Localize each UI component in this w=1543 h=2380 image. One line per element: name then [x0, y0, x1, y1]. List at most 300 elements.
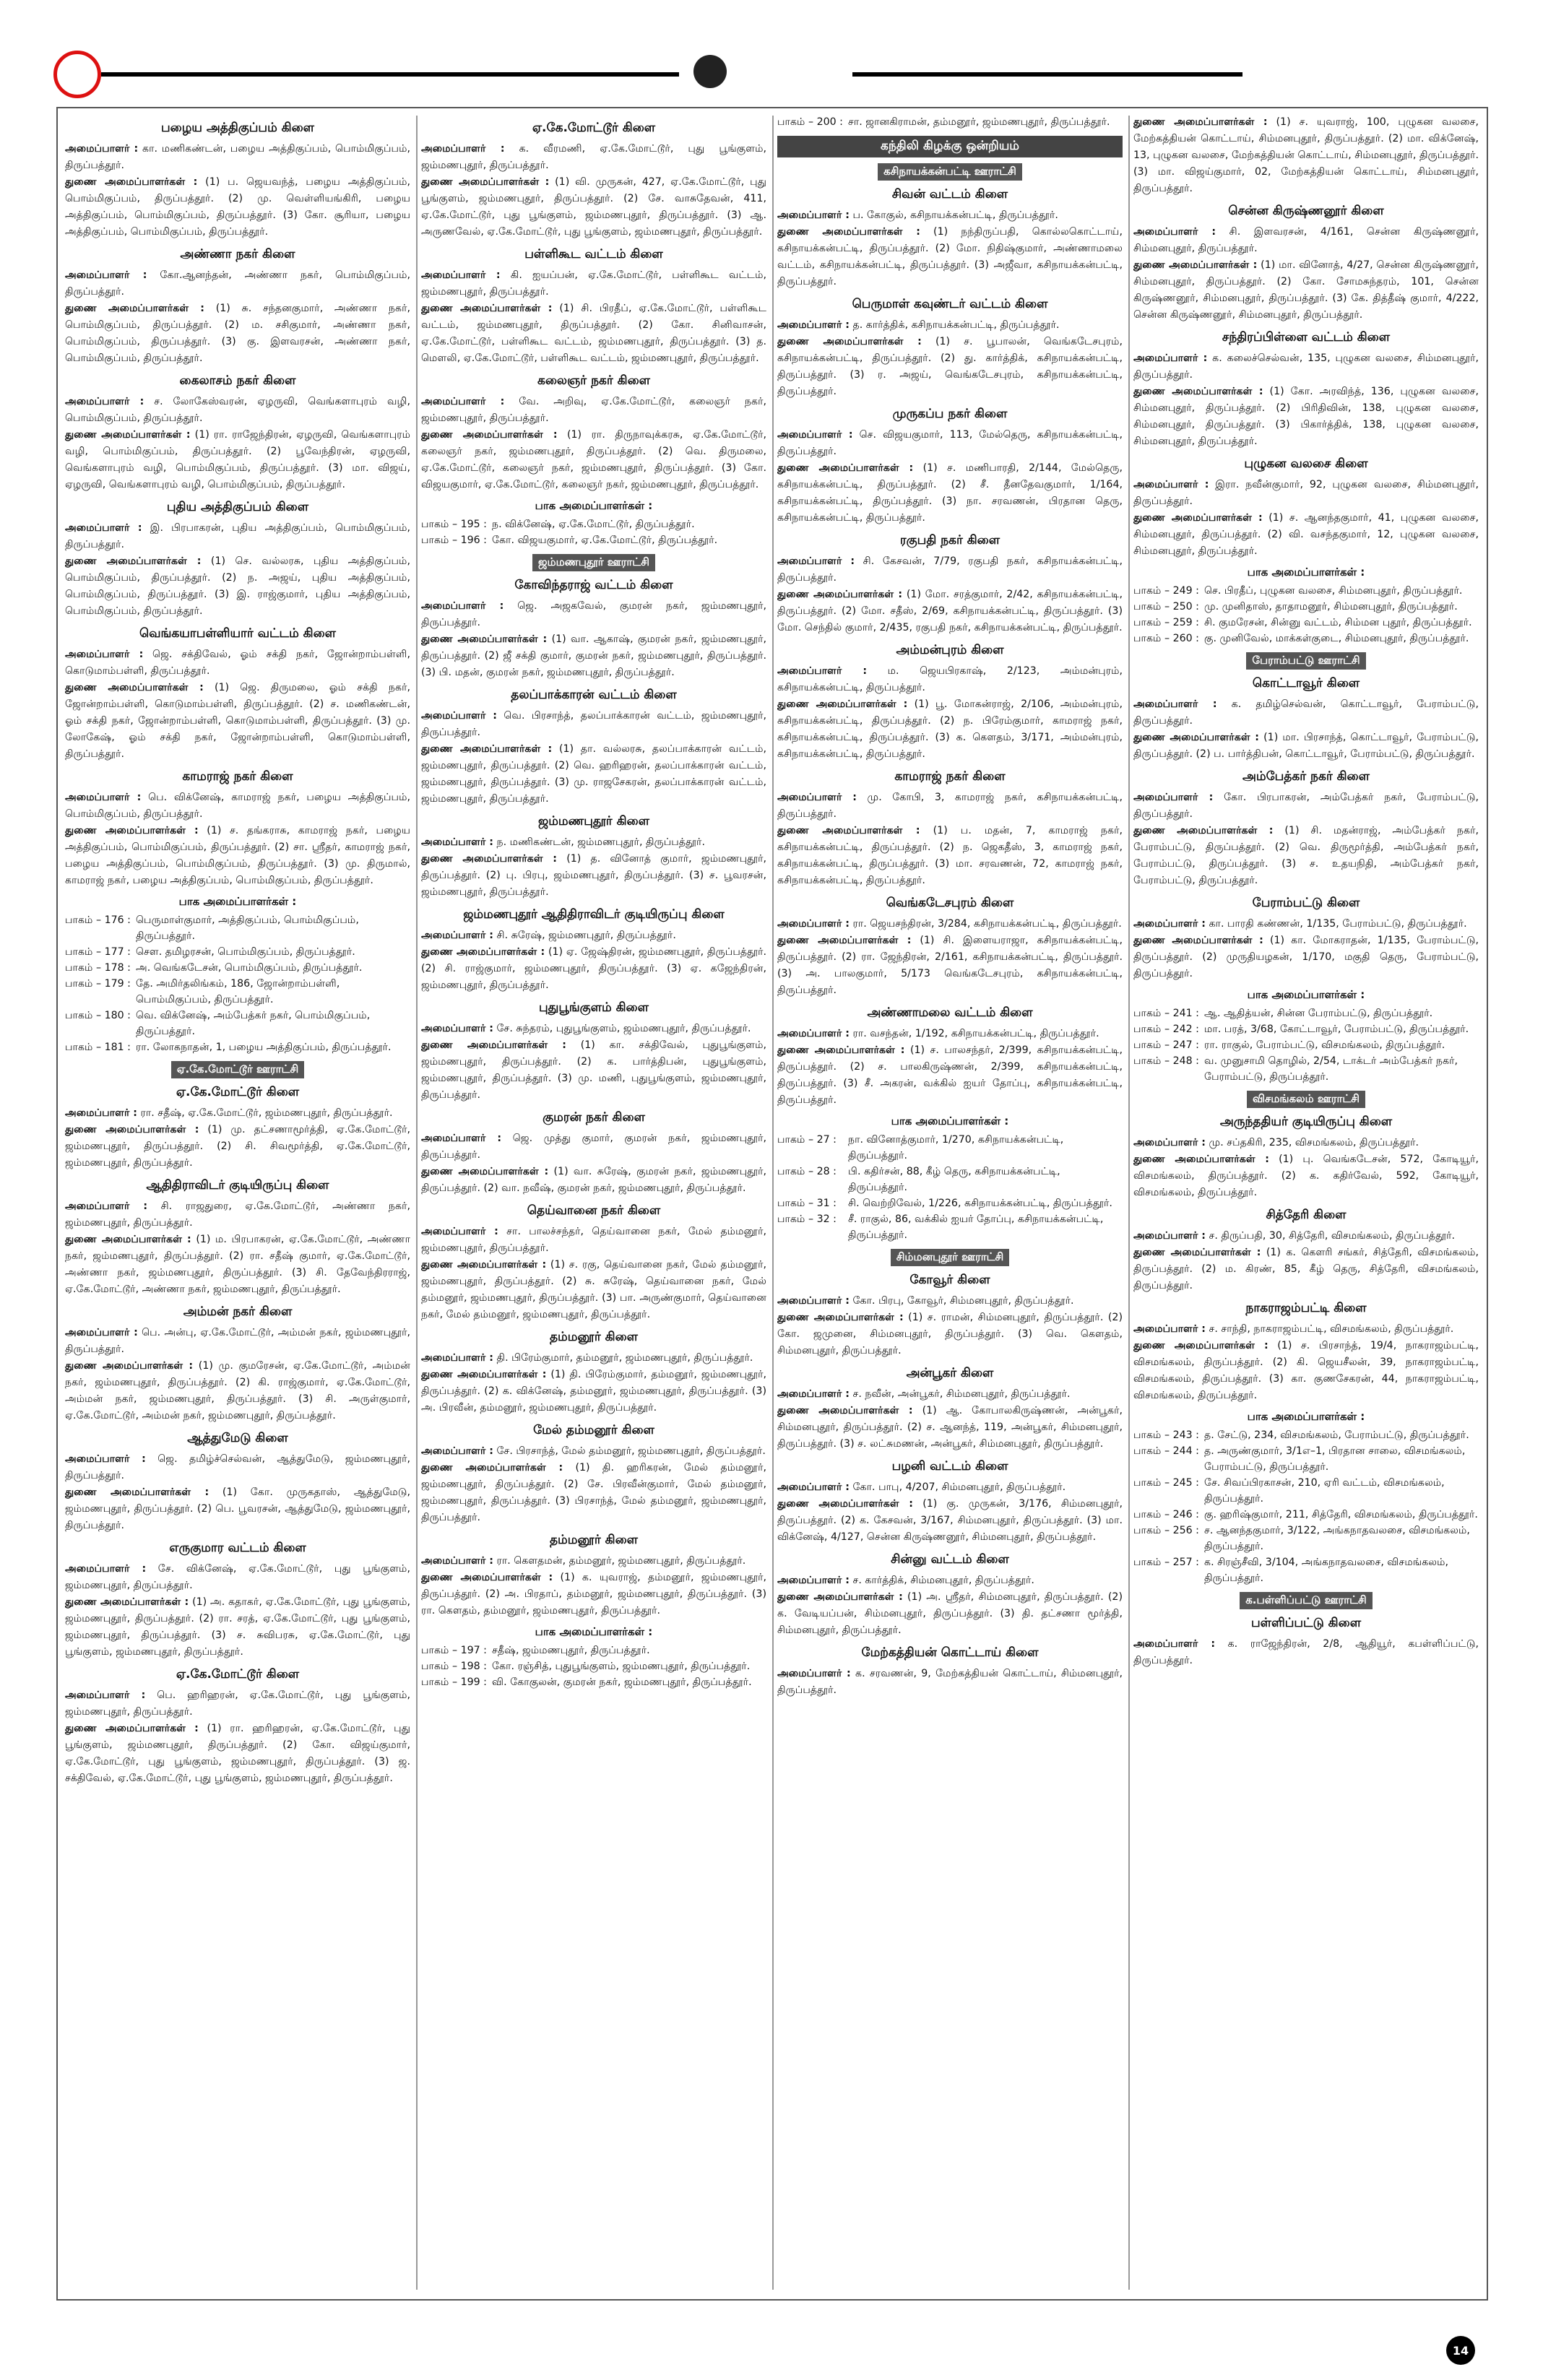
- deputies-value: (1) பூ. மோகன்ராஜ், 2/106, அம்மன்புரம், கசிநாயக்கன்பட்டி, திருப்பத்தூர். (2) ந. பிரேம்குமார், காமராஜ் நகர், கசிநாயக்கன்பட்டி, திருப்பத்தூர். (3) க. கௌதம், 3/171, அம்மன்புரம், கசிநாயக்கன்பட்டி, திருப்பத்தூர்.: [777, 698, 1123, 760]
- deputies-label: துணை அமைப்பாளர்கள் :: [65, 1124, 199, 1135]
- part-organizer: செள. தமிழரசன், பொம்மிகுப்பம், திருப்பத்தூர்.: [136, 946, 355, 958]
- deputies-value: (1) மா. வினோத், 4/27, சென்ன கிருஷ்ணனூர், சிம்மனபுதூர், திருப்பத்தூர். (2) கோ. சோமசுந்தரம், 101, சென்ன கிருஷ்ணனூர், சிம்மனபுதூர், திருப்பத்தூர். (3) கே. தித்தீஷ் குமார், 4/222, சென்ன கிருஷ்ணனூர், சிம்மனபுதூர், திருப்பத்தூர்.: [1133, 259, 1479, 321]
- part-number: பாகம் – 28 :: [777, 1166, 837, 1177]
- secretary-line: [65, 1325, 410, 1358]
- secretary-value: மு. கோபி, 3, காமராஜ் நகர், கசிநாயக்கன்பட்டி, திருப்பத்தூர்.: [777, 792, 1123, 820]
- column-divider: [416, 116, 418, 2290]
- part-organizer: சா. ஜானகிராமன், தம்மனூர், ஜம்மணபுதூர், திருப்பத்தூர்.: [848, 116, 1110, 128]
- secretary-label: அமைப்பாளர் :: [1133, 479, 1209, 490]
- secretary-label: அமைப்பாளர் :: [421, 269, 501, 281]
- union-heading: கந்திலி கிழக்கு ஒன்றியம்: [777, 136, 1123, 157]
- secretary-label: அமைப்பாளர் :: [1133, 698, 1217, 710]
- secretary-line: [777, 1666, 1123, 1699]
- part-row: [1133, 1005, 1479, 1021]
- secretary-label: அமைப்பாளர் :: [1133, 918, 1206, 930]
- branch-entry: [777, 136, 1123, 157]
- secretary-value: சே. விக்னேஷ், ஏ.கே.மோட்டூர், புது பூங்குளம், ஜம்மணபுதூர், திருப்பத்தூர்.: [65, 1563, 410, 1591]
- branch-entry: [777, 769, 1123, 889]
- branch-entry: [421, 1000, 766, 1104]
- branch-entry: [65, 626, 410, 763]
- part-organizer: செ. பிரதீப், புழுகன வலசை, சிம்மனபுதூர், திருப்பத்தூர்.: [1204, 585, 1463, 597]
- part-row: [1133, 615, 1479, 631]
- deputies-label: துணை அமைப்பாளர்கள் :: [777, 935, 912, 946]
- secretary-value: பெ. விக்னேஷ், காமராஜ் நகர், பழைய அத்திகுப்பம், பொம்மிகுப்பம், திருப்பத்தூர்.: [65, 792, 410, 820]
- part-organizer: சே. சிவப்பிரகாசன், 210, ஏரி வட்டம், விசமங்கலம், திருப்பத்தூர்.: [1204, 1477, 1445, 1505]
- deputies-line: [777, 1403, 1123, 1453]
- branch-entry: [777, 533, 1123, 636]
- secretary-line: [421, 1130, 766, 1164]
- part-row: [421, 1674, 766, 1690]
- deputies-line: [421, 300, 766, 367]
- secretary-value: ச. நவீன், அன்பூகர், சிம்மனபுதூர், திருப்பத்தூர்.: [852, 1388, 1071, 1400]
- secretary-line: [777, 1479, 1123, 1496]
- branch-entry: [1133, 1592, 1479, 1609]
- branch-title: கோவூர் கிளை: [909, 1273, 990, 1287]
- branch-title: பேராம்பட்டு கிளை: [1252, 896, 1360, 910]
- column-1: [65, 114, 410, 2295]
- deputies-line: [65, 823, 410, 889]
- secretary-line: [777, 553, 1123, 587]
- secretary-line: [65, 1105, 410, 1122]
- deputies-value: (1) மு. குமரேசன், ஏ.கே.மோட்டூர், அம்மன் நகர், ஜம்மணபுதூர், திருப்பத்தூர். (2) கி. ராஜ்குமார், ஏ.கே.மோட்டூர், அம்மன் நகர், ஜம்மணபுதூர், திருப்பத்தூர். (3) சி. அருள்குமார், ஏ.கே.மோட்டூர், அம்மன் நகர், ஜம்மணபுதூர், திருப்பத்தூர்.: [65, 1360, 410, 1421]
- secretary-line: [777, 207, 1123, 224]
- deputies-line: [1133, 1151, 1479, 1201]
- secretary-line: [1133, 789, 1479, 823]
- part-organizer: மா. பரத், 3/68, கோட்டாவூர், பேராம்பட்டு, திருப்பத்தூர்.: [1204, 1024, 1469, 1035]
- branch-title: தலப்பாக்காரன் வட்டம் கிளை: [511, 688, 677, 702]
- deputies-line: [1133, 384, 1479, 450]
- branch-title: சென்ன கிருஷ்ணனூர் கிளை: [1228, 204, 1384, 218]
- branch-entry: [421, 688, 766, 808]
- part-number: பாகம் – 181 :: [65, 1042, 131, 1053]
- branch-title: ஜம்மணபுதூர் கிளை: [538, 814, 649, 828]
- part-organizer: மு. முனிதாஸ், தாதாமனூர், சிம்மனபுதூர், திருப்பத்தூர்.: [1204, 601, 1458, 613]
- part-organizers-heading: பாக அமைப்பாளர்கள் :: [1247, 566, 1365, 579]
- secretary-line: [1133, 1228, 1479, 1245]
- branch-title: சிவன் வட்டம் கிளை: [891, 187, 1008, 202]
- deputies-value: (1) கு. முருகன், 3/176, சிம்மனபுதூர், திருப்பத்தூர். (2) க. கேசவன், 3/167, சிம்மனபுதூர், திருப்பத்தூர். (3) மா. விக்னேஷ், 4/127, சென்ன கிருஷ்ணனூர், சிம்மனபுதூர், திருப்பத்தூர்.: [777, 1498, 1123, 1543]
- branch-entry: [421, 814, 766, 901]
- secretary-value: க. ராஜேந்திரன், 2/8, ஆதியூர், கபள்ளிப்பட்டு, திருப்பத்தூர்.: [1133, 1638, 1479, 1666]
- branch-entry: [421, 578, 766, 681]
- deputies-value: (1) ச. யுவராஜ், 100, புழுகன வலசை, மேற்கத்தியன் கொட்டாய், சிம்மனபுதூர், திருப்பத்தூர். (2) மா. விக்னேஷ், 13, புழுகன வலசை, மேற்கத்தியன் கொட்டாய், சிம்மனபுதூர், திருப்பத்தூர். (3) மா. விஜய்குமார், 02, மேற்கத்தியன் கொட்டாய், சிம்மனபுதூர், திருப்பத்தூர்.: [1133, 116, 1479, 194]
- secretary-line: [777, 663, 1123, 696]
- secretary-value: கோ.ஆனந்தன், அண்ணா நகர், பொம்மிகுப்பம், திருப்பத்தூர்.: [65, 269, 410, 298]
- deputies-label: துணை அமைப்பாளர்கள் :: [65, 1487, 209, 1498]
- deputies-line: [421, 1460, 766, 1526]
- part-organizer: ஆ. ஆதித்யன், சின்ன பேராம்பட்டு, திருப்பத்தூர்.: [1204, 1008, 1433, 1019]
- branch-entry: [1133, 1115, 1479, 1201]
- secretary-label: அமைப்பாளர் :: [65, 396, 144, 407]
- branch-entry: [421, 499, 766, 548]
- secretary-label: அமைப்பாளர் :: [1133, 1323, 1206, 1335]
- branch-title: ஏ.கே.மோட்டூர் கிளை: [176, 1085, 300, 1099]
- deputies-line: [1133, 114, 1479, 197]
- part-organizer: கு. முனிவேல், மாக்கள்குடை, சிம்மனபுதூர், திருப்பத்தூர்.: [1204, 633, 1469, 644]
- secretary-label: அமைப்பாளர் :: [65, 143, 139, 155]
- deputies-line: [777, 1589, 1123, 1639]
- secretary-label: அமைப்பாளர் :: [65, 1327, 138, 1338]
- part-organizer: வ. முனுசாமி தொழில், 2/54, டாக்டர் அம்பேத்கர் நகர், பேராம்பட்டு, திருப்பத்தூர்.: [1204, 1055, 1458, 1083]
- secretary-value: க. தமிழ்செல்வன், கொட்டாவூர், பேராம்பட்டு, திருப்பத்தூர்.: [1133, 698, 1479, 727]
- part-row: [1133, 583, 1479, 599]
- branch-title: அன்பூகர் கிளை: [906, 1366, 994, 1380]
- branch-title: தம்மனூர் கிளை: [549, 1330, 638, 1344]
- part-row: [1133, 631, 1479, 646]
- branch-title: முருகப்ப நகர் கிளை: [892, 407, 1008, 421]
- secretary-label: அமைப்பாளர் :: [777, 1575, 850, 1586]
- column-2: [421, 114, 766, 2295]
- secretary-value: சி. ராஜதுரை, ஏ.கே.மோட்டூர், அண்ணா நகர், ஜம்மணபுதூர், திருப்பத்தூர்.: [65, 1200, 410, 1229]
- deputies-label: துணை அமைப்பாளர்கள் :: [1133, 935, 1263, 946]
- deputies-label: துணை அமைப்பாளர்கள் :: [65, 429, 191, 441]
- secretary-value: ரா. கௌதமன், தம்மனூர், ஜம்மணபுதூர், திருப்பத்தூர்.: [496, 1555, 746, 1567]
- branch-title: புதிய அத்திகுப்பம் கிளை: [166, 500, 309, 514]
- branch-title: ஏ.கே.மோட்டூர் கிளை: [532, 121, 656, 135]
- deputies-label: துணை அமைப்பாளர்கள் :: [65, 682, 204, 693]
- secretary-label: அமைப்பாளர் :: [65, 269, 147, 281]
- part-row: [777, 1195, 1123, 1211]
- secretary-label: அமைப்பாளர் :: [421, 710, 497, 722]
- branch-entry: [1133, 566, 1479, 646]
- deputies-value: (1) ம. பிரபாகரன், ஏ.கே.மோட்டூர், அண்ணா நகர், ஜம்மணபுதூர், திருப்பத்தூர். (2) ரா. சதீஷ் குமார், ஏ.கே.மோட்டூர், அண்ணா நகர், ஜம்மணபுதூர், திருப்பத்தூர். (3) சி. தேவேந்திரராஜ், ஏ.கே.மோட்டூர், அண்ணா நகர், ஜம்மணபுதூர், திருப்பத்தூர்.: [65, 1234, 410, 1295]
- secretary-label: அமைப்பாளர் :: [65, 522, 142, 534]
- deputies-label: துணை அமைப்பாளர்கள் :: [421, 303, 553, 314]
- part-row: [421, 532, 766, 548]
- deputies-line: [421, 1037, 766, 1104]
- branch-entry: [777, 187, 1123, 290]
- secretary-value: கோ. பிரபாகரன், அம்பேத்கர் நகர், பேராம்பட்டு, திருப்பத்தூர்.: [1133, 792, 1479, 820]
- deputies-value: (1) க. கௌரி சங்கர், சித்தேரி, விசமங்கலம், திருப்பத்தூர். (2) ம. கிரண், 85, கீழ் தெரு, சித்தேரி, விசமங்கலம், திருப்பத்தூர்.: [1133, 1247, 1479, 1291]
- deputies-label: துணை அமைப்பாளர்கள் :: [421, 1572, 553, 1583]
- deputies-line: [421, 1257, 766, 1323]
- deputies-value: (1) கா. சக்திவேல், புதுபூங்குளம், ஜம்மணபுதூர், திருப்பத்தூர். (2) க. பார்த்திபன், புதுபூங்குளம், ஜம்மணபுதூர், திருப்பத்தூர். (3) மு. மணி, புதுபூங்குளம், ஜம்மணபுதூர், திருப்பத்தூர்.: [421, 1039, 766, 1101]
- branch-entry: [1133, 204, 1479, 324]
- branch-title: பழனி வட்டம் கிளை: [891, 1459, 1008, 1474]
- branch-title: ஏ.கே.மோட்டூர் கிளை: [176, 1667, 300, 1682]
- secretary-label: அமைப்பாளர் :: [777, 209, 850, 221]
- deputies-label: துணை அமைப்பாளர்கள் :: [1133, 1247, 1261, 1258]
- deputies-value: (1) தா. வல்லரசு, தலப்பாக்காரன் வட்டம், ஜம்மணபுதூர், திருப்பத்தூர். (2) வெ. ஹரிஹரன், தலப்பாக்காரன் வட்டம், ஜம்மணபுதூர், திருப்பத்தூர். (3) மு. ராஜசேகரன், தலப்பாக்காரன் வட்டம், ஜம்மணபுதூர், திருப்பத்தூர்.: [421, 743, 766, 805]
- deputies-label: துணை அமைப்பாளர்கள் :: [1133, 116, 1268, 128]
- secretary-value: சா. பாலச்சந்தர், தெய்வானை நகர், மேல் தம்மனூர், ஜம்மணபுதூர், திருப்பத்தூர்.: [421, 1226, 766, 1254]
- branch-title: சித்தேரி கிளை: [1266, 1208, 1347, 1222]
- part-number: பாகம் – 246 :: [1133, 1509, 1199, 1520]
- part-row: [421, 1643, 766, 1658]
- deputies-value: (1) மு. தட்சணாமூர்த்தி, ஏ.கே.மோட்டூர், ஜம்மணபுதூர், திருப்பத்தூர். (2) சி. சிவமூர்த்தி, ஏ.கே.மோட்டூர், ஜம்மணபுதூர், திருப்பத்தூர்.: [65, 1124, 410, 1169]
- secretary-line: [65, 520, 410, 553]
- part-number: பாகம் – 31 :: [777, 1198, 837, 1209]
- secretary-line: [421, 708, 766, 741]
- deputies-line: [421, 1367, 766, 1416]
- branch-entry: [421, 1330, 766, 1416]
- deputies-value: (1) ரா. திருநாவுக்கரசு, ஏ.கே.மோட்டூர், கலைஞர் நகர், ஜம்மணபுதூர், திருப்பத்தூர். (2) வெ. திருமலை, ஏ.கே.மோட்டூர், கலைஞர் நகர், ஜம்மணபுதூர், திருப்பத்தூர். (3) கோ. விஜயகுமார், ஏ.கே.மோட்டூர், கலைஞர் நகர், ஜம்மணபுதூர், திருப்பத்தூர்.: [421, 429, 766, 490]
- branch-title: ஆதிதிராவிடர் குடியிருப்பு கிளை: [146, 1178, 329, 1193]
- deputies-line: [777, 587, 1123, 636]
- deputies-line: [65, 1122, 410, 1172]
- branch-entry: [777, 297, 1123, 400]
- part-number: பாகம் – 260 :: [1133, 633, 1199, 644]
- deputies-line: [421, 631, 766, 681]
- deputies-value: (1) ச. ராமன், சிம்மனபுதூர், திருப்பத்தூர். (2) கோ. ஜமுனை, சிம்மனபுதூர், திருப்பத்தூர். (3) வெ. கௌதம், சிம்மனபுதூர், திருப்பத்தூர்.: [777, 1312, 1123, 1356]
- part-organizer: வெ. விக்னேஷ், அம்பேத்கர் நகர், பொம்மிகுப்பம், திருப்பத்தூர்.: [136, 1010, 371, 1037]
- branch-entry: [777, 1005, 1123, 1109]
- deputies-value: (1) க. யுவராஜ், தம்மனூர், ஜம்மணபுதூர், திருப்பத்தூர். (2) அ. பிரதாப், தம்மனூர், ஜம்மணபுதூர், திருப்பத்தூர். (3) ரா. கௌதம், தம்மனூர், ஜம்மணபுதூர், திருப்பத்தூர்.: [421, 1572, 766, 1617]
- branch-title: பள்ளிப்பட்டு கிளை: [1250, 1616, 1362, 1630]
- deputies-line: [1133, 257, 1479, 324]
- branch-title: அண்ணாமலை வட்டம் கிளை: [867, 1005, 1033, 1020]
- deputies-value: (1) ச. தங்கராசு, காமராஜ் நகர், பழைய அத்திகுப்பம், பொம்மிகுப்பம், திருப்பத்தூர். (2) சா. ஸ்ரீதர், காமராஜ் நகர், பழைய அத்திகுப்பம், பொம்மிகுப்பம், திருப்பத்தூர். (3) மு. திருமால், காமராஜ் நகர், பழைய அத்திகுப்பம், பொம்மிகுப்பம், திருப்பத்தூர்.: [65, 825, 410, 886]
- deputies-label: துணை அமைப்பாளர்கள் :: [1133, 386, 1263, 397]
- deputies-value: (1) சு. சந்தனகுமார், அண்ணா நகர், பொம்மிகுப்பம், திருப்பத்தூர். (2) ம. சசிகுமார், அண்ணா நகர், பொம்மிகுப்பம், திருப்பத்தூர். (3) கு. இளவரசன், அண்ணா நகர், பொம்மிகுப்பம், திருப்பத்தூர்.: [65, 303, 410, 364]
- secretary-line: [777, 1293, 1123, 1310]
- secretary-label: அமைப்பாளர் :: [777, 1295, 850, 1307]
- deputies-line: [777, 1310, 1123, 1359]
- branch-entry: [777, 407, 1123, 527]
- deputies-line: [777, 823, 1123, 889]
- part-row: [65, 944, 410, 960]
- deputies-value: (1) ஆ. கோபாலகிருஷ்ணன், அன்பூகர், சிம்மனபுதூர், திருப்பத்தூர். (2) ச. ஆனந்த், 119, அன்பூகர், சிம்மனபுதூர், திருப்பத்தூர். (3) ச. லட்சுமணன், அன்பூகர், சிம்மனபுதூர், திருப்பத்தூர்.: [777, 1405, 1123, 1450]
- secretary-label: அமைப்பாளர் :: [65, 1689, 146, 1701]
- deputies-value: (1) சி. மதன்ராஜ், அம்பேத்கர் நகர், பேராம்பட்டு, திருப்பத்தூர். (2) வெ. திருமூர்த்தி, அம்பேத்கர் நகர், பேராம்பட்டு, திருப்பத்தூர். (3) ச. உதயநிதி, அம்பேத்கர் நகர், பேராம்பட்டு, திருப்பத்தூர்.: [1133, 825, 1479, 886]
- part-number: பாகம் – 199 :: [421, 1676, 487, 1688]
- secretary-line: [65, 141, 410, 174]
- part-number: பாகம் – 247 :: [1133, 1039, 1199, 1051]
- part-organizer: கோ. விஜயகுமார், ஏ.கே.மோட்டூர், திருப்பத்தூர்.: [492, 535, 718, 546]
- secretary-value: கா. மணிகண்டன், பழைய அத்திகுப்பம், பொம்மிகுப்பம், திருப்பத்தூர்.: [65, 143, 410, 171]
- newspaper-logo-icon: [53, 51, 101, 98]
- part-row: [65, 960, 410, 976]
- branch-entry: [65, 1061, 410, 1078]
- part-row: [65, 976, 410, 1008]
- secretary-label: அமைப்பாளர் :: [777, 1028, 850, 1039]
- deputies-line: [65, 1594, 410, 1661]
- masthead-rule-left: [101, 72, 679, 77]
- branch-title: ஜம்மணபுதூர் ஆதிதிராவிடர் குடியிருப்பு கிளை: [463, 907, 725, 922]
- deputies-line: [65, 1721, 410, 1787]
- part-organizer: ரா. ராகுல், பேராம்பட்டு, விசமங்கலம், திருப்பத்தூர்.: [1204, 1039, 1445, 1051]
- branch-entry: [777, 1552, 1123, 1639]
- secretary-line: [1133, 1321, 1479, 1338]
- secretary-line: [777, 1026, 1123, 1042]
- deputies-label: துணை அமைப்பாளர்கள் :: [777, 1405, 913, 1416]
- deputies-value: (1) ரா. ஹரிஹரன், ஏ.கே.மோட்டூர், புது பூங்குளம், ஜம்மணபுதூர், திருப்பத்தூர். (2) கோ. விஜய்குமார், ஏ.கே.மோட்டூர், புது பூங்குளம், ஜம்மணபுதூர், திருப்பத்தூர். (3) ஜ. சக்திவேல், ஏ.கே.மோட்டூர், புது பூங்குளம், ஜம்மணபுதூர், திருப்பத்தூர்.: [65, 1723, 410, 1784]
- secretary-value: ரா. ஜெயசந்திரன், 3/284, கசிநாயக்கன்பட்டி, திருப்பத்தூர்.: [852, 918, 1122, 930]
- branch-entry: [777, 1645, 1123, 1699]
- secretary-label: அமைப்பாளர் :: [777, 1388, 850, 1400]
- branch-title: வெங்கயாபள்ளியார் வட்டம் கிளை: [139, 626, 337, 641]
- deputies-value: (1) ச. பூபாலன், வெங்கடேசபுரம், கசிநாயக்கன்பட்டி, திருப்பத்தூர். (2) து. கார்த்திக், கசிநாயக்கன்பட்டி, திருப்பத்தூர். (3) ர. அஜய், வெங்கடேசபுரம், கசிநாயக்கன்பட்டி, திருப்பத்தூர்.: [777, 336, 1123, 397]
- secretary-value: கோ. பிரபு, கோவூர், சிம்மனபுதூர், திருப்பத்தூர்.: [852, 1295, 1074, 1307]
- secretary-line: [421, 1350, 766, 1367]
- deputies-label: துணை அமைப்பாளர்கள் :: [65, 1360, 194, 1372]
- deputies-line: [421, 1570, 766, 1619]
- deputies-line: [65, 1232, 410, 1298]
- branch-entry: [65, 373, 410, 493]
- deputies-value: (1) வா. ஆகாஷ், குமரன் நகர், ஜம்மணபுதூர், திருப்பத்தூர். (2) ஜீ சக்தி குமார், குமரன் நகர், ஜம்மணபுதூர், திருப்பத்தூர். (3) பி. மதன், குமரன் நகர், ஜம்மணபுதூர், திருப்பத்தூர்.: [421, 633, 766, 678]
- deputies-value: (1) ரா. ராஜேந்திரன், ஏழருவி, வெங்களாபுரம் வழி, பொம்மிகுப்பம், திருப்பத்தூர். (2) பூவேந்திரன், ஏழருவி, வெங்களாபுரம் வழி, பொம்மிகுப்பம், திருப்பத்தூர். (3) மா. விஜய், ஏழருவி, வெங்களாபுரம் வழி, பொம்மிகுப்பம், திருப்பத்தூர்.: [65, 429, 410, 490]
- branch-title: எருகுமார வட்டம் கிளை: [169, 1541, 306, 1555]
- deputies-line: [65, 553, 410, 620]
- part-organizer: பெருமாள்குமார், அத்திகுப்பம், பொம்மிகுப்பம், திருப்பத்தூர்.: [136, 914, 359, 942]
- part-row: [1133, 1507, 1479, 1523]
- branch-title: மேற்கத்தியன் கொட்டாய் கிளை: [861, 1645, 1039, 1660]
- secretary-line: [777, 789, 1123, 823]
- deputies-label: துணை அமைப்பாளர்கள் :: [777, 589, 903, 600]
- branch-entry: [65, 1304, 410, 1424]
- secretary-label: அமைப்பாளர் :: [421, 1445, 493, 1457]
- deputies-label: துணை அமைப்பாளர்கள் :: [65, 1234, 191, 1245]
- part-organizer: த. சேட்டு, 234, விசமங்கலம், பேராம்பட்டு, திருப்பத்தூர்.: [1204, 1429, 1469, 1441]
- deputies-label: துணை அமைப்பாளர்கள் :: [777, 462, 914, 474]
- branch-title: வெங்கடேசபுரம் கிளை: [886, 896, 1014, 910]
- secretary-line: [421, 1443, 766, 1460]
- secretary-value: சி. கேசவன், 7/79, ரகுபதி நகர், கசிநாயக்கன்பட்டி, திருப்பத்தூர்.: [777, 555, 1123, 584]
- secretary-value: தி. பிரேம்குமார், தம்மனூர், ஜம்மணபுதூர், திருப்பத்தூர்.: [496, 1352, 753, 1364]
- deputies-line: [65, 1484, 410, 1534]
- branch-entry: [421, 247, 766, 367]
- branch-entry: [421, 554, 766, 571]
- branch-title: தம்மனூர் கிளை: [549, 1533, 638, 1547]
- deputies-label: துணை அமைப்பாளர்கள் :: [1133, 259, 1258, 271]
- deputies-line: [1133, 510, 1479, 560]
- branch-title: புழுகன வலசை கிளை: [1244, 456, 1368, 471]
- part-number: பாகம் – 257 :: [1133, 1557, 1199, 1568]
- deputies-label: துணை அமைப்பாளர்கள் :: [421, 1039, 566, 1051]
- branch-entry: [421, 1533, 766, 1619]
- deputies-line: [777, 334, 1123, 400]
- secretary-line: [777, 427, 1123, 460]
- branch-title: கோவிந்தராஜ் வட்டம் கிளை: [514, 578, 673, 592]
- deputies-line: [1133, 1338, 1479, 1404]
- masthead-rule-right: [852, 72, 1242, 77]
- deputies-value: (1) ஏ. ஜேஷ்திரன், ஜம்மணபுதூர், திருப்பத்தூர். (2) சி. ராஜ்குமார், ஜம்மணபுதூர், திருப்பத்தூர். (3) ஏ. கஜேந்திரன், ஜம்மணபுதூர், திருப்பத்தூர்.: [421, 946, 766, 991]
- secretary-line: [421, 834, 766, 851]
- part-row: [777, 1132, 1123, 1164]
- deputies-label: துணை அமைப்பாளர்கள் :: [1133, 1154, 1269, 1165]
- secretary-line: [1133, 1636, 1479, 1669]
- page-number: 14: [1446, 2336, 1475, 2365]
- deputies-value: (1) ச. ரகு, தெய்வானை நகர், மேல் தம்மனூர், ஜம்மணபுதூர், திருப்பத்தூர். (2) சு. சுரேஷ், தெய்வானை நகர், மேல் தம்மனூர், ஜம்மணபுதூர், திருப்பத்தூர். (3) பா. அருண்குமார், தெய்வானை நகர், மேல் தம்மனூர், ஜம்மணபுதூர், திருப்பத்தூர்.: [421, 1259, 766, 1320]
- secretary-label: அமைப்பாளர் :: [65, 649, 144, 660]
- deputies-value: (1) வி. முருகன், 427, ஏ.கே.மோட்டூர், புது பூங்குளம், ஜம்மணபுதூர், திருப்பத்தூர். (2) சே. வாசுதேவன், 411, ஏ.கே.மோட்டூர், புது பூங்குளம், ஜம்மணபுதூர், திருப்பத்தூர். (3) ஆ. அருணவேல், ஏ.கே.மோட்டூர், புது பூங்குளம், ஜம்மணபுதூர், திருப்பத்தூர்.: [421, 176, 766, 238]
- secretary-value: ஜெ. தமிழ்ச்செல்வன், ஆத்துமேடு, ஜம்மணபுதூர், திருப்பத்தூர்.: [65, 1453, 410, 1481]
- branch-title: நாகராஜம்பட்டி கிளை: [1245, 1301, 1367, 1315]
- part-number: பாகம் – 198 :: [421, 1661, 487, 1672]
- branch-entry: [777, 1249, 1123, 1266]
- branch-entry: [777, 643, 1123, 763]
- part-number: பாகம் – 244 :: [1133, 1445, 1199, 1457]
- deputies-label: துணை அமைப்பாளர்கள் :: [777, 1498, 913, 1510]
- panchayat-band: சிம்மனபுதூர் ஊராட்சி: [891, 1249, 1010, 1266]
- branch-entry: [421, 907, 766, 994]
- deputies-value: (1) அ. ஸ்ரீதர், சிம்மனபுதூர், திருப்பத்தூர். (2) க. வேடியப்பன், சிம்மனபுதூர், திருப்பத்தூர். (3) தி. தட்சணா மூர்த்தி, சிம்மனபுதூர், திருப்பத்தூர்.: [777, 1591, 1123, 1636]
- part-organizer: ச. ஆனந்தகுமார், 3/122, அங்கநாதவலசை, விசமங்கலம், திருப்பத்தூர்.: [1204, 1525, 1470, 1552]
- deputies-value: (1) மா. பிரசாந்த், கொட்டாவூர், பேராம்பட்டு, திருப்பத்தூர். (2) ப. பார்த்திபன், கொட்டாவூர், பேராம்பட்டு, திருப்பத்தூர்.: [1133, 732, 1479, 760]
- part-number: பாகம் – 180 :: [65, 1010, 131, 1021]
- secretary-value: ஜெ. அஜகவேல், குமரன் நகர், ஜம்மணபுதூர், திருப்பத்தூர்.: [421, 600, 766, 628]
- part-organizer: கோ. ரஞ்சித், புதுபூங்குளம், ஜம்மணபுதூர், திருப்பத்தூர்.: [492, 1661, 751, 1672]
- branch-title: காமராஜ் நகர் கிளை: [894, 769, 1006, 784]
- part-row: [1133, 1554, 1479, 1586]
- secretary-label: அமைப்பாளர் :: [65, 1200, 148, 1212]
- secretary-label: அமைப்பாளர் :: [777, 319, 850, 331]
- secretary-value: ந. மணிகண்டன், ஜம்மணபுதூர், திருப்பத்தூர்.: [496, 836, 705, 848]
- secretary-value: ஜெ. சக்திவேல், ஓம் சக்தி நகர், ஜோன்றாம்பள்ளி, கொடுமாம்பள்ளி, திருப்பத்தூர்.: [65, 649, 410, 677]
- branch-entry: [1133, 114, 1479, 197]
- part-organizer: ந. விக்னேஷ், ஏ.கே.மோட்டூர், திருப்பத்தூர்.: [492, 519, 695, 530]
- part-number: பாகம் – 241 :: [1133, 1008, 1199, 1019]
- secretary-value: சி. இளவரசன், 4/161, சென்ன கிருஷ்ணனூர், சிம்மனபுதூர், திருப்பத்தூர்.: [1133, 226, 1479, 254]
- part-number: பாகம் – 250 :: [1133, 601, 1199, 613]
- secretary-value: க. சரவணன், 9, மேற்கத்தியன் கொட்டாய், சிம்மனபுதூர், திருப்பத்தூர்.: [777, 1668, 1123, 1696]
- part-number: பாகம் – 197 :: [421, 1645, 487, 1656]
- branch-entry: [777, 896, 1123, 999]
- secretary-label: அமைப்பாளர் :: [777, 429, 853, 441]
- branch-entry: [1133, 456, 1479, 560]
- branch-title: கொட்டாவூர் கிளை: [1252, 676, 1360, 691]
- deputies-line: [421, 944, 766, 994]
- secretary-line: [65, 646, 410, 680]
- part-number: பாகம் – 243 :: [1133, 1429, 1199, 1441]
- part-organizer: சி. வெற்றிவேல், 1/226, கசிநாயக்கன்பட்டி, திருப்பத்தூர்.: [848, 1198, 1112, 1209]
- branch-entry: [1133, 676, 1479, 763]
- part-organizer: க. சிரஞ்சீவி, 3/104, அங்கநாதவலசை, விசமங்கலம், திருப்பத்தூர்.: [1204, 1557, 1448, 1584]
- secretary-line: [65, 1451, 410, 1484]
- secretary-label: அமைப்பாளர் :: [65, 1563, 147, 1575]
- deputies-line: [777, 460, 1123, 527]
- deputies-label: துணை அமைப்பாளர்கள் :: [777, 825, 920, 836]
- branch-title: அம்பேத்கர் நகர் கிளை: [1242, 769, 1370, 784]
- secretary-line: [421, 141, 766, 174]
- deputies-value: (1) கோ. முருகதாஸ், ஆத்துமேடு, ஜம்மணபுதூர், திருப்பத்தூர். (2) பெ. பூவரசன், ஆத்துமேடு, ஜம்மணபுதூர், திருப்பத்தூர்.: [65, 1487, 410, 1531]
- branch-entry: [1133, 1208, 1479, 1294]
- secretary-value: க. கலைச்செல்வன், 135, புழுகன வலசை, சிம்மனபுதூர், திருப்பத்தூர்.: [1133, 352, 1479, 381]
- secretary-value: பெ. அன்பு, ஏ.கே.மோட்டூர், அம்மன் நகர், ஜம்மணபுதூர், திருப்பத்தூர்.: [65, 1327, 410, 1355]
- part-number: பாகம் – 200 :: [777, 116, 843, 128]
- deputies-label: துணை அமைப்பாளர்கள் :: [421, 429, 558, 441]
- part-number: பாகம் – 179 :: [65, 978, 131, 990]
- branch-entry: [777, 1459, 1123, 1546]
- part-organizer: ரா. லோகநாதன், 1, பழைய அத்திகுப்பம், திருப்பத்தூர்.: [136, 1042, 392, 1053]
- secretary-line: [421, 1021, 766, 1037]
- branch-entry: [65, 769, 410, 889]
- deputies-line: [777, 224, 1123, 290]
- branch-entry: [1133, 896, 1479, 982]
- secretary-value: ரா. வசந்தன், 1/192, கசிநாயக்கன்பட்டி, திருப்பத்தூர்.: [852, 1028, 1099, 1039]
- deputies-value: (1) பு. வெங்கடேசன், 572, கோடியூர், விசமங்கலம், திருப்பத்தூர். (2) க. கதிர்வேல், 592, கோடியூர், விசமங்கலம், திருப்பத்தூர்.: [1133, 1154, 1479, 1198]
- deputies-line: [777, 1042, 1123, 1109]
- part-row: [65, 912, 410, 944]
- branch-title: தெய்வானை நகர் கிளை: [527, 1203, 661, 1218]
- part-number: பாகம் – 256 :: [1133, 1525, 1199, 1536]
- secretary-label: அமைப்பாளர் :: [1133, 1638, 1216, 1650]
- branch-title: அருந்ததியர் குடியிருப்பு கிளை: [1219, 1115, 1393, 1129]
- part-row: [1133, 1427, 1479, 1443]
- secretary-value: சி. சுரேஷ், ஜம்மணபுதூர், திருப்பத்தூர்.: [496, 930, 676, 941]
- column-3: [777, 114, 1123, 2295]
- branch-entry: [1133, 330, 1479, 450]
- deputies-line: [421, 741, 766, 808]
- deputies-label: துணை அமைப்பாளர்கள் :: [421, 743, 553, 755]
- secretary-label: அமைப்பாளர் :: [1133, 1137, 1206, 1148]
- branch-entry: [65, 247, 410, 367]
- branch-entry: [1133, 652, 1479, 670]
- deputies-line: [777, 932, 1123, 999]
- part-number: பாகம் – 259 :: [1133, 617, 1199, 628]
- secretary-label: அமைப்பாளர் :: [421, 1555, 493, 1567]
- secretary-label: அமைப்பாளர் :: [65, 1107, 137, 1119]
